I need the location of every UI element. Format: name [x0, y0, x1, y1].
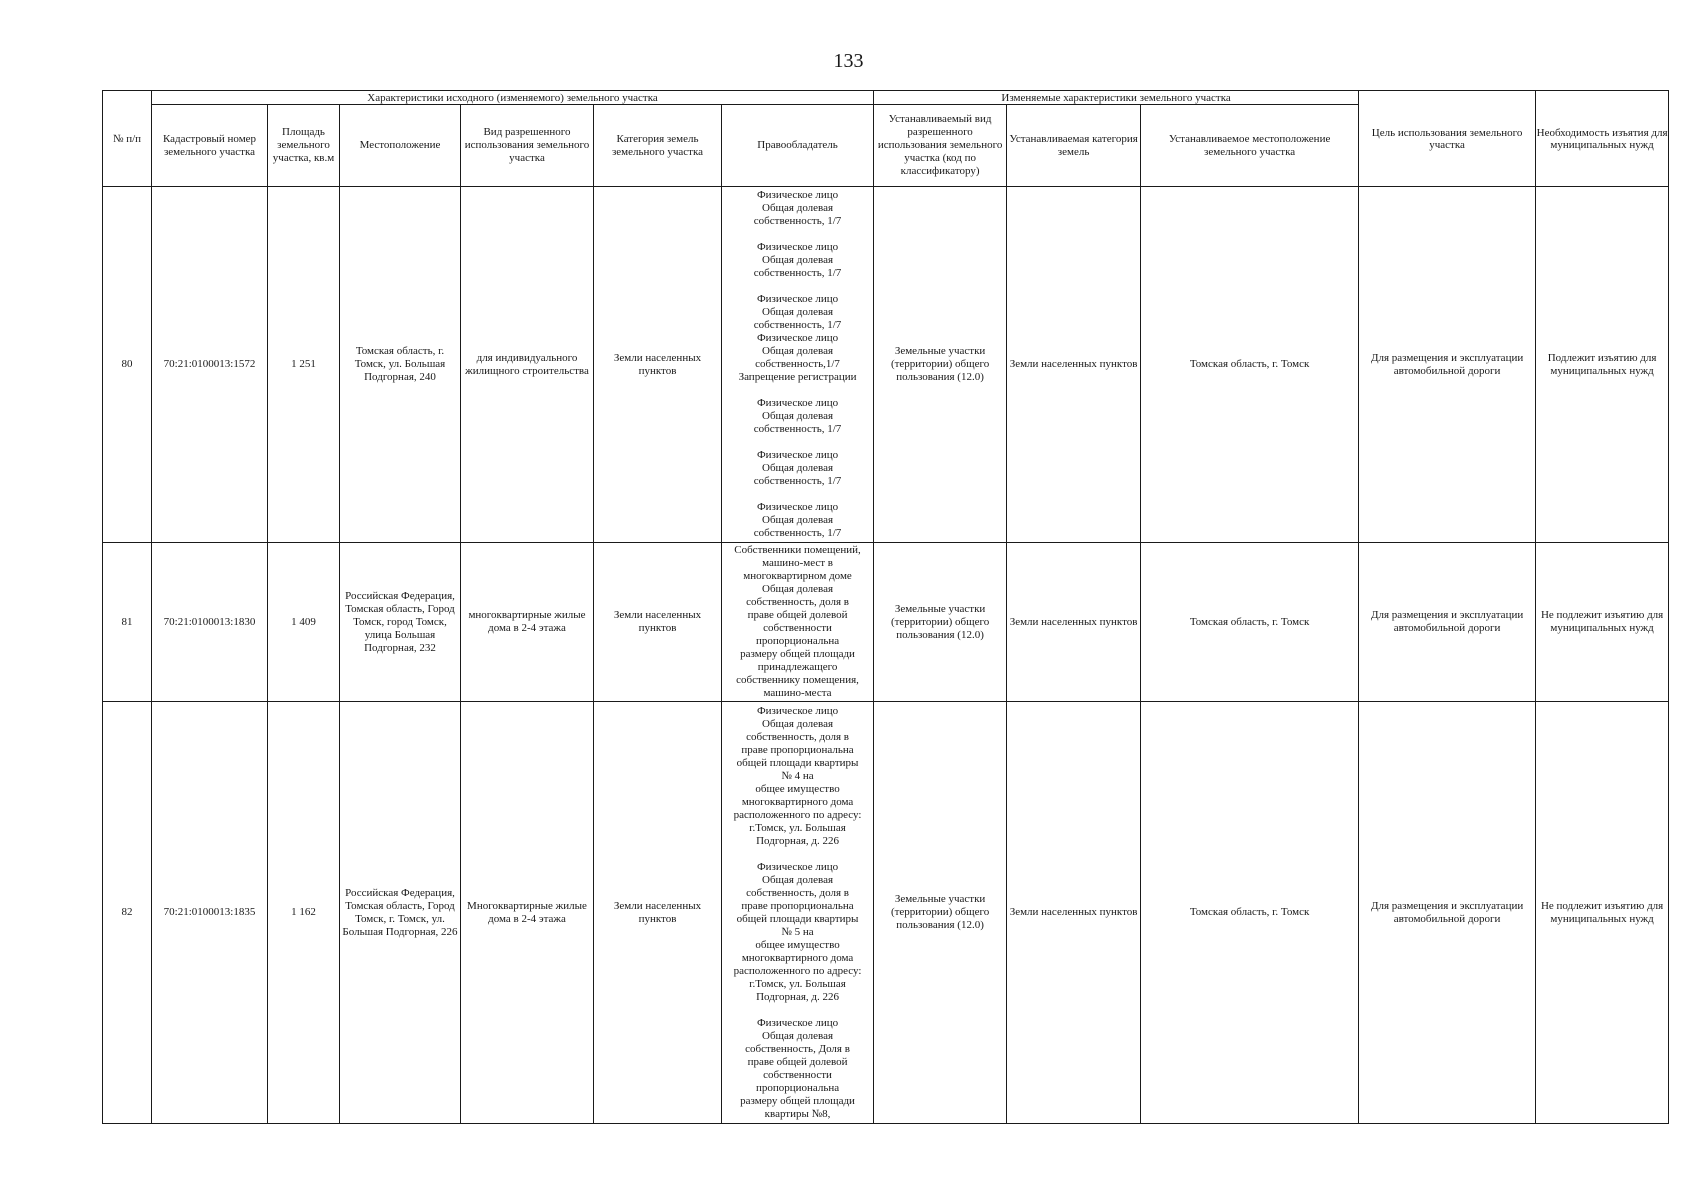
cell-new-category: Земли населенных пунктов [1007, 543, 1141, 702]
col-header-area: Площадь земельного участка, кв.м [268, 105, 340, 187]
cell-category: Земли населенных пунктов [594, 702, 722, 1124]
cell-new-category: Земли населенных пунктов [1007, 187, 1141, 543]
table-group-header-row [103, 91, 1669, 105]
cell-location: Российская Федерация, Томская область, Город Томск, город Томск, улица Большая Подгорная, 232 [340, 543, 461, 702]
cell-area: 1 162 [268, 702, 340, 1124]
cell-owner: Собственники помещений, машино-мест в многоквартирном доме Общая долевая собственность, доля в праве общей долевой собственности пропорциональна размеру общей площади принадлежащего собственнику помещения, машино-места [722, 543, 874, 702]
cell-owner: Физическое лицо Общая долевая собственность, 1/7 Физическое лицо Общая долевая собственность, 1/7 Физическое лицо Общая долевая собственность, 1/7 Физическое лицо Общая долевая собственность,1/7 Запрещение регистрации Физическое лицо Общая долевая собственность, 1/7 Физическое лицо Общая долевая собственность, 1/7 Физическое лицо Общая долевая собственность, 1/7 [722, 187, 874, 543]
cell-seizure: Подлежит изъятию для муниципальных нужд [1536, 187, 1669, 543]
group-header-source: Характеристики исходного (изменяемого) земельного участка [152, 91, 874, 105]
cell-permitted-use: Многоквартирные жилые дома в 2-4 этажа [461, 702, 594, 1124]
col-header-new-use: Устанавливаемый вид разрешенного использования земельного участка (код по классификатору) [874, 105, 1007, 187]
cell-new-use: Земельные участки (территории) общего пользования (12.0) [874, 702, 1007, 1124]
col-header-num: № п/п [103, 91, 152, 187]
col-header-new-location: Устанавливаемое местоположение земельного участка [1141, 105, 1359, 187]
cell-new-location: Томская область, г. Томск [1141, 187, 1359, 543]
cell-new-location: Томская область, г. Томск [1141, 702, 1359, 1124]
cell-num: 80 [103, 187, 152, 543]
cell-purpose: Для размещения и эксплуатации автомобильной дороги [1359, 702, 1536, 1124]
cell-seizure: Не подлежит изъятию для муниципальных нужд [1536, 543, 1669, 702]
cell-area: 1 251 [268, 187, 340, 543]
cell-location: Российская Федерация, Томская область, Город Томск, г. Томск, ул. Большая Подгорная, 226 [340, 702, 461, 1124]
col-header-seizure: Необходимость изъятия для муниципальных нужд [1536, 91, 1669, 187]
cell-owner: Физическое лицо Общая долевая собственность, доля в праве пропорциональна общей площади квартиры № 4 на общее имущество многоквартирного дома расположенного по адресу: г.Томск, ул. Большая Подгорная, д. 226 Физическое лицо Общая долевая собственность, доля в праве пропорциональна общей площади квартиры № 5 на общее имущество многоквартирного дома расположенного по адресу: г.Томск, ул. Большая Подгорная, д. 226 Физическое лицо Общая долевая собственность, Доля в праве общей долевой собственности пропорциональна размеру общей площади квартиры №8, [722, 702, 874, 1124]
cell-new-category: Земли населенных пунктов [1007, 702, 1141, 1124]
cell-category: Земли населенных пунктов [594, 543, 722, 702]
table-row [103, 187, 1669, 543]
cell-cadastral: 70:21:0100013:1835 [152, 702, 268, 1124]
table-row [103, 702, 1669, 1124]
cell-new-location: Томская область, г. Томск [1141, 543, 1359, 702]
col-header-cadastral: Кадастровый номер земельного участка [152, 105, 268, 187]
cell-purpose: Для размещения и эксплуатации автомобильной дороги [1359, 187, 1536, 543]
cell-cadastral: 70:21:0100013:1830 [152, 543, 268, 702]
cell-new-use: Земельные участки (территории) общего пользования (12.0) [874, 543, 1007, 702]
cell-purpose: Для размещения и эксплуатации автомобильной дороги [1359, 543, 1536, 702]
cell-cadastral: 70:21:0100013:1572 [152, 187, 268, 543]
cell-category: Земли населенных пунктов [594, 187, 722, 543]
cell-permitted-use: многоквартирные жилые дома в 2-4 этажа [461, 543, 594, 702]
cell-area: 1 409 [268, 543, 340, 702]
col-header-location: Местоположение [340, 105, 461, 187]
cell-location: Томская область, г. Томск, ул. Большая Подгорная, 240 [340, 187, 461, 543]
col-header-new-category: Устанавливаемая категория земель [1007, 105, 1141, 187]
land-plots-table [102, 90, 1669, 1124]
cell-permitted-use: для индивидуального жилищного строительства [461, 187, 594, 543]
cell-seizure: Не подлежит изъятию для муниципальных нужд [1536, 702, 1669, 1124]
col-header-purpose: Цель использования земельного участка [1359, 91, 1536, 187]
col-header-category: Категория земель земельного участка [594, 105, 722, 187]
table-row [103, 543, 1669, 702]
col-header-permitted-use: Вид разрешенного использования земельного участка [461, 105, 594, 187]
page-number: 133 [833, 50, 864, 72]
cell-new-use: Земельные участки (территории) общего пользования (12.0) [874, 187, 1007, 543]
cell-num: 82 [103, 702, 152, 1124]
cell-num: 81 [103, 543, 152, 702]
col-header-owner: Правообладатель [722, 105, 874, 187]
group-header-changed: Изменяемые характеристики земельного участка [874, 91, 1359, 105]
